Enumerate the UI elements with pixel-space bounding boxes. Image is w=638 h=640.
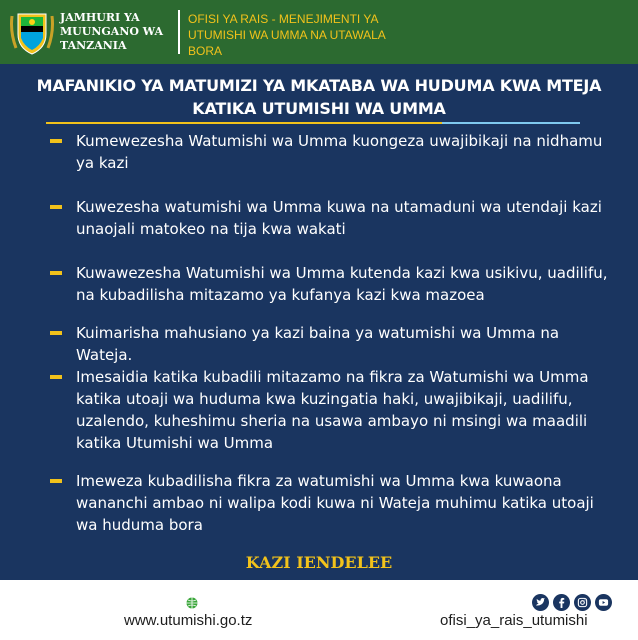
- list-item: [56, 470, 616, 536]
- closing-slogan: KAZI IENDELEE: [245, 553, 393, 572]
- bullet-icon: [50, 139, 62, 143]
- title-line-1: MAFANIKIO YA MATUMIZI YA MKATABA WA HUDUMA KWA MTEJA: [36, 76, 602, 95]
- footer: [0, 580, 638, 640]
- header-divider: [178, 10, 180, 54]
- achievements-list: [0, 64, 638, 544]
- main-panel: [0, 64, 638, 580]
- list-item-text: Imeweza kubadilisha fikra za watumishi wa Umma kwa kuwaona wananchi ambao ni walipa kodi kuwa ni Wateja muhimu katika utoaji wa huduma bora: [76, 472, 594, 534]
- coat-of-arms-icon: [10, 8, 54, 56]
- title-line-2: KATIKA UTUMISHI WA UMMA: [192, 99, 446, 118]
- bullet-icon: [50, 271, 62, 275]
- bullet-icon: [50, 205, 62, 209]
- list-item: [56, 366, 616, 454]
- youtube-icon[interactable]: [595, 594, 612, 611]
- list-item-text: Kuimarisha mahusiano ya kazi baina ya watumishi wa Umma na Wateja.: [76, 324, 560, 364]
- list-item: [56, 322, 616, 366]
- country-name: JAMHURI YA MUUNGANO WA TANZANIA: [60, 11, 163, 52]
- bullet-icon: [50, 479, 62, 483]
- list-item: [56, 262, 616, 306]
- header-banner: [0, 0, 638, 64]
- office-name: OFISI YA RAIS - MENEJIMENTI YA UTUMISHI WA UMMA NA UTAWALA BORA: [188, 12, 386, 58]
- list-item: [56, 196, 616, 240]
- social-handle[interactable]: ofisi_ya_rais_utumishi: [440, 612, 588, 629]
- list-item-text: Kumewezesha Watumishi wa Umma kuongeza uwajibikaji na nidhamu ya kazi: [76, 132, 603, 172]
- bullet-icon: [50, 375, 62, 379]
- twitter-icon[interactable]: [532, 594, 549, 611]
- list-item: [56, 130, 616, 174]
- website-link[interactable]: www.utumishi.go.tz: [124, 612, 253, 629]
- globe-icon: [186, 597, 198, 609]
- list-item-text: Kuwawezesha Watumishi wa Umma kutenda kazi kwa usikivu, uadilifu, na kubadilisha mitazamo ya kufanya kazi kwa mazoea: [76, 264, 608, 304]
- facebook-icon[interactable]: [553, 594, 570, 611]
- list-item-text: Imesaidia katika kubadili mitazamo na fikra za Watumishi wa Umma katika utoaji wa huduma kwa kuzingatia haki, uwajibikaji, uadilifu, uzalendo, kuheshimu sheria na usawa ambayo ni msingi wa maadili katika Utumishi wa Umma: [76, 368, 589, 452]
- social-icons: [532, 594, 612, 611]
- bullet-icon: [50, 331, 62, 335]
- instagram-icon[interactable]: [574, 594, 591, 611]
- list-item-text: Kuwezesha watumishi wa Umma kuwa na utamaduni wa utendaji kazi unaojali matokeo na tija kwa wakati: [76, 198, 602, 238]
